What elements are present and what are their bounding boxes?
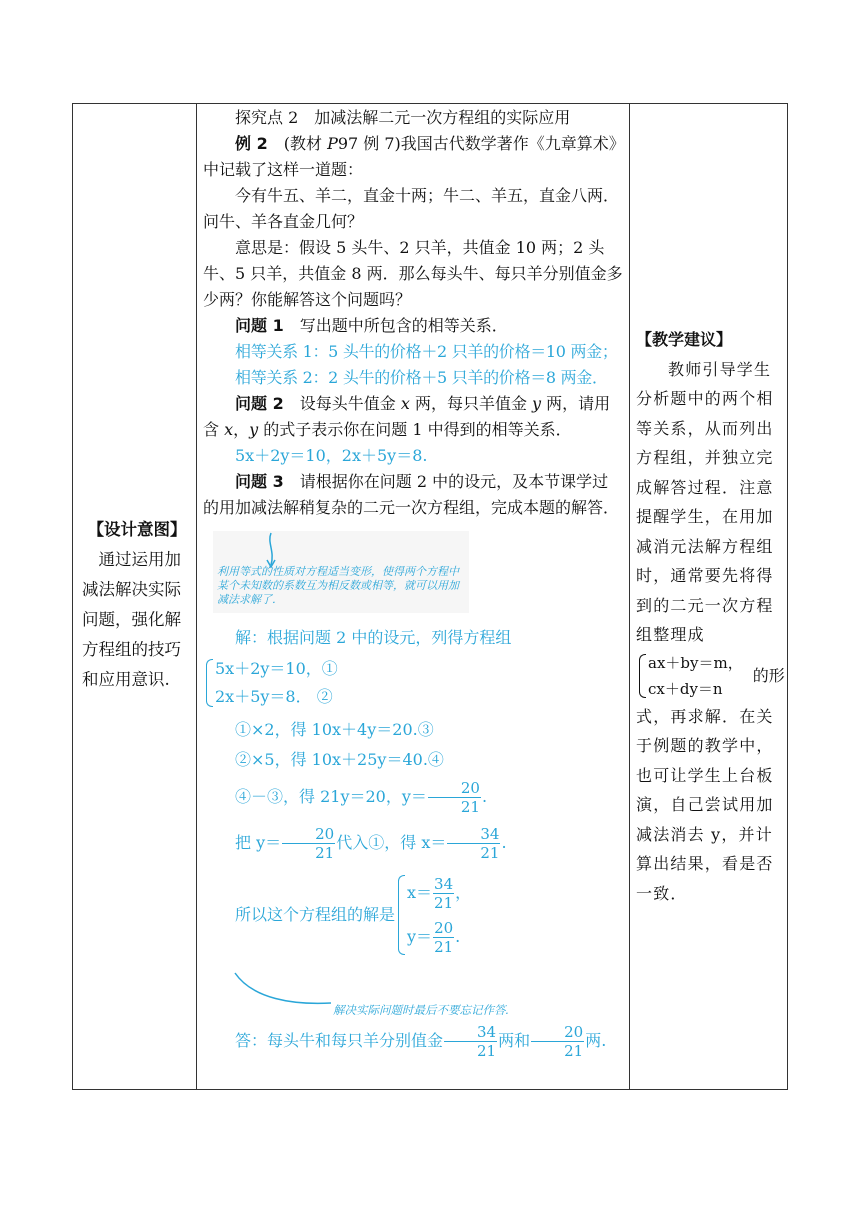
solution-intro: 解：根据问题 2 中的设元，列得方程组: [235, 628, 512, 647]
reminder-text: 解决实际问题时最后不要忘记作答.: [333, 1003, 510, 1017]
result-system: [395, 871, 471, 959]
question-3: 问题 3 请根据你在问题 2 中的设元，及本节课学过的用加减法解稍复杂的二元一次方程组，完成本题的解答．: [203, 472, 620, 517]
step-1: ①×2，得 10x＋4y＝20.③: [235, 720, 434, 739]
general-equation-2: cx＋dy＝n: [648, 679, 723, 698]
handwritten-reminder: [203, 969, 623, 1017]
step-2: ②×5，得 10x＋25y＝40.④: [235, 750, 444, 769]
column-divider: [629, 104, 630, 1089]
result-x: x＝ $\frac{34}{21}$ ，: [407, 874, 472, 912]
question-2: 问题 2 设每头牛值金 x 两，每只羊值金 y 两，请用含 x，y 的式子表示你在问题 1 中得到的相等关系．: [203, 394, 611, 439]
general-equation-1: ax＋by＝m，: [648, 653, 743, 672]
step-4: 把 y＝ $\frac{20}{21}$ 代入①，得 x＝ $\frac{34}{21}$ .: [235, 824, 507, 862]
design-intent-text: 通过运用加减法解决实际问题，强化解方程组的技巧和应用意识.: [82, 550, 181, 689]
example-label: 例 2: [235, 134, 268, 153]
example-intro: 例 2 (教材 P97 例 7)我国古代数学著作《九章算术》中记载了这样一道题：: [203, 134, 617, 179]
handwritten-hint: [203, 527, 623, 623]
equation-2: 2x＋5y＝8． ②: [215, 687, 333, 706]
equation-1: 5x＋2y＝10，①: [215, 659, 338, 678]
section-title: 探究点 2 加减法解二元一次方程组的实际应用: [235, 108, 571, 127]
design-intent-column: [82, 515, 192, 695]
lesson-table: [72, 103, 788, 1090]
final-answer: 答：每头牛和每只羊分别值金 $\frac{34}{21}$ 两和 $\frac{20}{21}$ 两.: [235, 1022, 607, 1060]
question-1: 问题 1 写出题中所包含的相等关系．: [235, 316, 508, 335]
hint-text: 利用等式的性质对方程适当变形，使得两个方程中某个未知数的系数互为相反数或相等，就可以用加减法求解了．: [217, 565, 459, 606]
fraction: $\frac{34}{21}$: [447, 827, 500, 861]
relation-2: 相等关系 2：2 头牛的价格＋5 只羊的价格＝8 两金．: [235, 368, 608, 387]
main-content-column: [203, 105, 623, 1065]
column-divider: [196, 104, 197, 1089]
design-intent-heading: 【设计意图】: [87, 520, 187, 539]
teaching-advice-column: [636, 325, 786, 908]
question-2-answer: 5x＋2y＝10，2x＋5y＝8.: [235, 446, 428, 465]
ancient-problem-text: 今有牛五、羊二，直金十两；牛二、羊五，直金八两．问牛、羊各直金几何？: [203, 186, 620, 231]
relation-1: 相等关系 1：5 头牛的价格＋2 只羊的价格＝10 两金；: [235, 342, 618, 361]
equation-system: [203, 655, 623, 711]
step-3: ④－③，得 21y＝20，y＝ $\frac{20}{21}$ .: [235, 778, 488, 816]
problem-meaning-text: 意思是：假设 5 头牛、2 只羊，共值金 10 两；2 头牛、5 只羊，共值金 8 两．那么每头牛、每只羊分别值金多少两？你能解答这个问题吗？: [203, 238, 623, 309]
fraction: $\frac{20}{21}$: [282, 827, 335, 861]
fraction: $\frac{20}{21}$: [428, 781, 481, 815]
curved-arrow-icon: [233, 969, 333, 1009]
teaching-advice-heading: 【教学建议】: [636, 330, 733, 349]
general-system: ax＋by＝m， cx＋dy＝n 的形: [636, 650, 786, 702]
teaching-advice-text-2: 式，再求解．在关于例题的教学中，也可让学生上台板演，自己尝试用加减法消去 y，并计算出结果，看是否一致．: [636, 706, 774, 903]
teaching-advice-text-1: 教师引导学生分析题中的两个相等关系，从而列出方程组，并独立完成解答过程．注意提醒学生，在用加减消元法解方程组时，通常要先将得到的二元一次方程组整理成: [636, 359, 774, 644]
result-y: y＝ $\frac{20}{21}$ .: [407, 918, 461, 956]
solution-result: 所以这个方程组的解是 x＝ $\frac{34}{21}$ ， y＝ $\frac{20}{21}$ .: [203, 871, 623, 959]
